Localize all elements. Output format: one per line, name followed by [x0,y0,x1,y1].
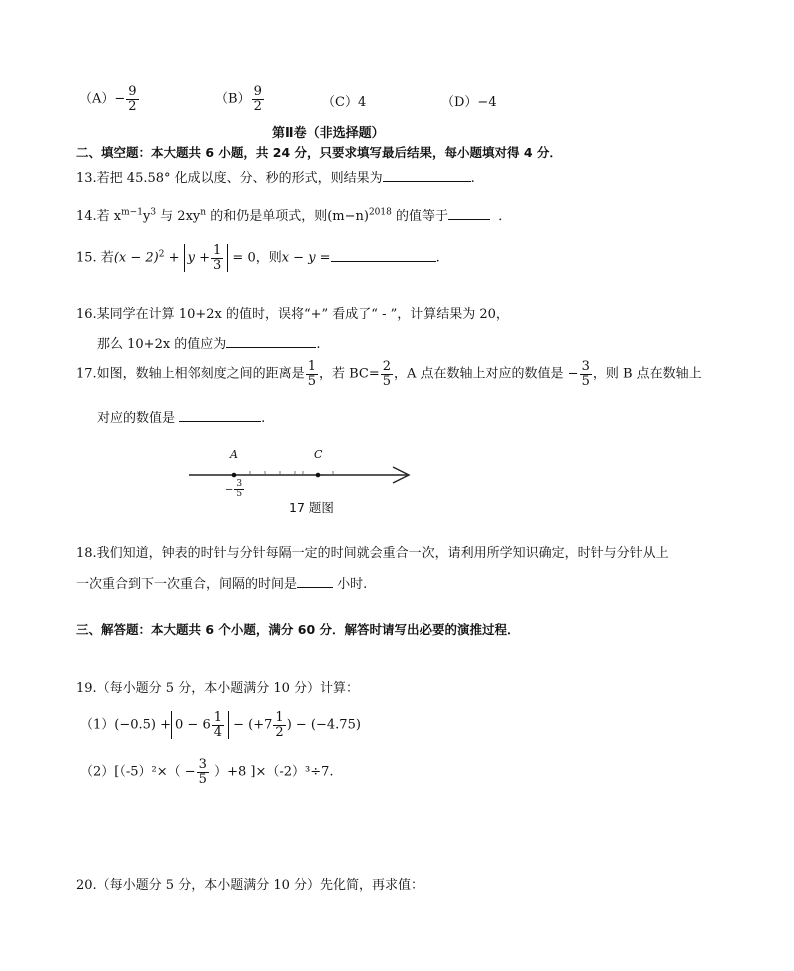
q14-sup1: m−1 [121,207,143,218]
q18-answer-blank[interactable] [297,586,333,588]
point-a [232,473,237,478]
q17-mid2: ，A 点在数轴上对应的数值是 − [394,366,579,382]
option-a-fraction: $\frac{9}{2}$ [128,84,137,114]
q19-p1-fraction-1: $\frac{1}{4}$ [213,710,223,740]
q19-p2-label: （2） [80,764,115,780]
option-a-label: （A）− [79,91,126,107]
q13-text: 13.若把 45.58° 化成以度、分、秒的形式，则结果为 [76,171,383,186]
q14-sup2: 3 [150,207,157,218]
q15-pre: 15. 若 [76,250,114,266]
label-c: C [314,448,323,461]
q17-mid3: ，则 B 点在数轴上 [592,366,702,382]
question-15 [76,244,440,272]
question-16-line2 [97,333,320,352]
q19-intro: 19.（每小题分 5 分，本小题满分 10 分）计算： [76,681,360,696]
q15-abs-y: y + [187,250,210,266]
q16-end: . [316,337,321,352]
q16-line2: 那么 10+2x 的值应为 [97,337,227,352]
q14-sup4: 2018 [368,207,392,218]
question-17 [76,360,702,388]
option-b [215,85,265,113]
q17-fraction-1: $\frac{1}{5}$ [307,359,316,389]
q14-end: ． [498,209,512,224]
q18-line2-post: 小时. [333,577,368,592]
question-14 [76,205,511,224]
q13-answer-blank[interactable] [383,180,471,182]
q14-mid1: y [142,209,151,224]
section2-heading: 二、填空题：本大题共 6 小题，共 24 分，只要求填写最后结果，每小题填对得 4 分． [76,145,562,160]
q19-p1-a: (−0.5) + [114,717,172,733]
q15-eq: = 0，则 [228,250,282,266]
question-13 [76,167,475,186]
option-a [79,85,140,113]
q19-part2 [80,758,334,786]
q15-expr1: (x − 2) [113,250,159,266]
q14-sup3: n [200,207,207,218]
q19-p1-fraction-2: $\frac{1}{2}$ [275,710,284,740]
q16-answer-blank[interactable] [226,346,316,348]
q15-sup: 2 [158,249,165,260]
q15-answer-blank[interactable] [331,260,436,262]
q14-pre: 14.若 x [76,209,122,224]
q17-pre: 17.如图，数轴上相邻刻度之间的距离是 [76,366,305,382]
q14-mid3: 的和仍是单项式，则(m−n) [206,209,369,224]
option-b-fraction: $\frac{9}{2}$ [253,84,262,114]
q15-end: . [435,250,440,266]
part2-title: 第Ⅱ卷（非选择题） [272,126,385,141]
q19-p2-fraction: $\frac{3}{5}$ [198,757,207,787]
q15-fraction: $\frac{1}{3}$ [213,243,222,273]
q17-end: . [261,411,266,426]
q15-absolute-value [184,244,229,272]
q14-answer-blank[interactable] [448,218,490,220]
q19-p1-absolute-value: 0 − 6 $\frac{1}{4}$ [171,711,229,739]
q20-intro: 20.（每小题分 5 分，本小题满分 10 分）先化简，再求值： [76,878,425,893]
q15-xy: x − y = [281,250,331,266]
q17-answer-blank[interactable] [179,420,261,422]
q19-p1-label: （1） [80,717,115,733]
point-c [316,473,321,478]
q16-line1: 16.某同学在计算 10+2x 的值时，误将“+” 看成了“ - ”，计算结果为 20， [76,307,509,322]
question-17-line2 [97,407,265,426]
section3-heading: 三、解答题：本大题共 6 个小题，满分 60 分．解答时请写出必要的演推过程． [76,622,520,637]
q13-end: . [470,171,475,186]
q19-p2-b: ）+8 ]×（-2）³÷7. [209,764,334,780]
q18-line2-pre: 一次重合到下一次重合，间隔的时间是 [76,577,298,592]
option-c: （C）4 [322,95,367,110]
q17-fraction-2: $\frac{2}{5}$ [382,359,392,389]
q19-p1-b: − (+7 [229,717,273,733]
q19-p2-a: [（-5）²×（ − [114,764,196,780]
q17-line2: 对应的数值是 [97,411,176,426]
q17-fraction-3: $\frac{3}{5}$ [581,359,590,389]
label-a: A [230,448,238,461]
q19-p1-c: ) − (−4.75) [286,717,361,733]
option-d: （D）−4 [441,95,497,110]
q14-post: 的值等于 [391,209,448,224]
point-a-value: − $\frac{3}{5}$ [225,479,243,500]
q17-mid1: ，若 BC= [318,366,380,382]
option-b-label: （B） [215,91,251,107]
q14-mid2: 与 2xy [156,209,201,224]
q15-plus: + [164,250,184,266]
figure-17 [185,446,415,516]
q18-line1: 18.我们知道，钟表的时针与分针每隔一定的时间就会重合一次，请利用所学知识确定，时针与分针从上 [76,546,669,561]
q19-part1 [80,711,361,739]
figure-caption: 17 题图 [289,500,334,515]
question-18-line2 [76,573,367,592]
